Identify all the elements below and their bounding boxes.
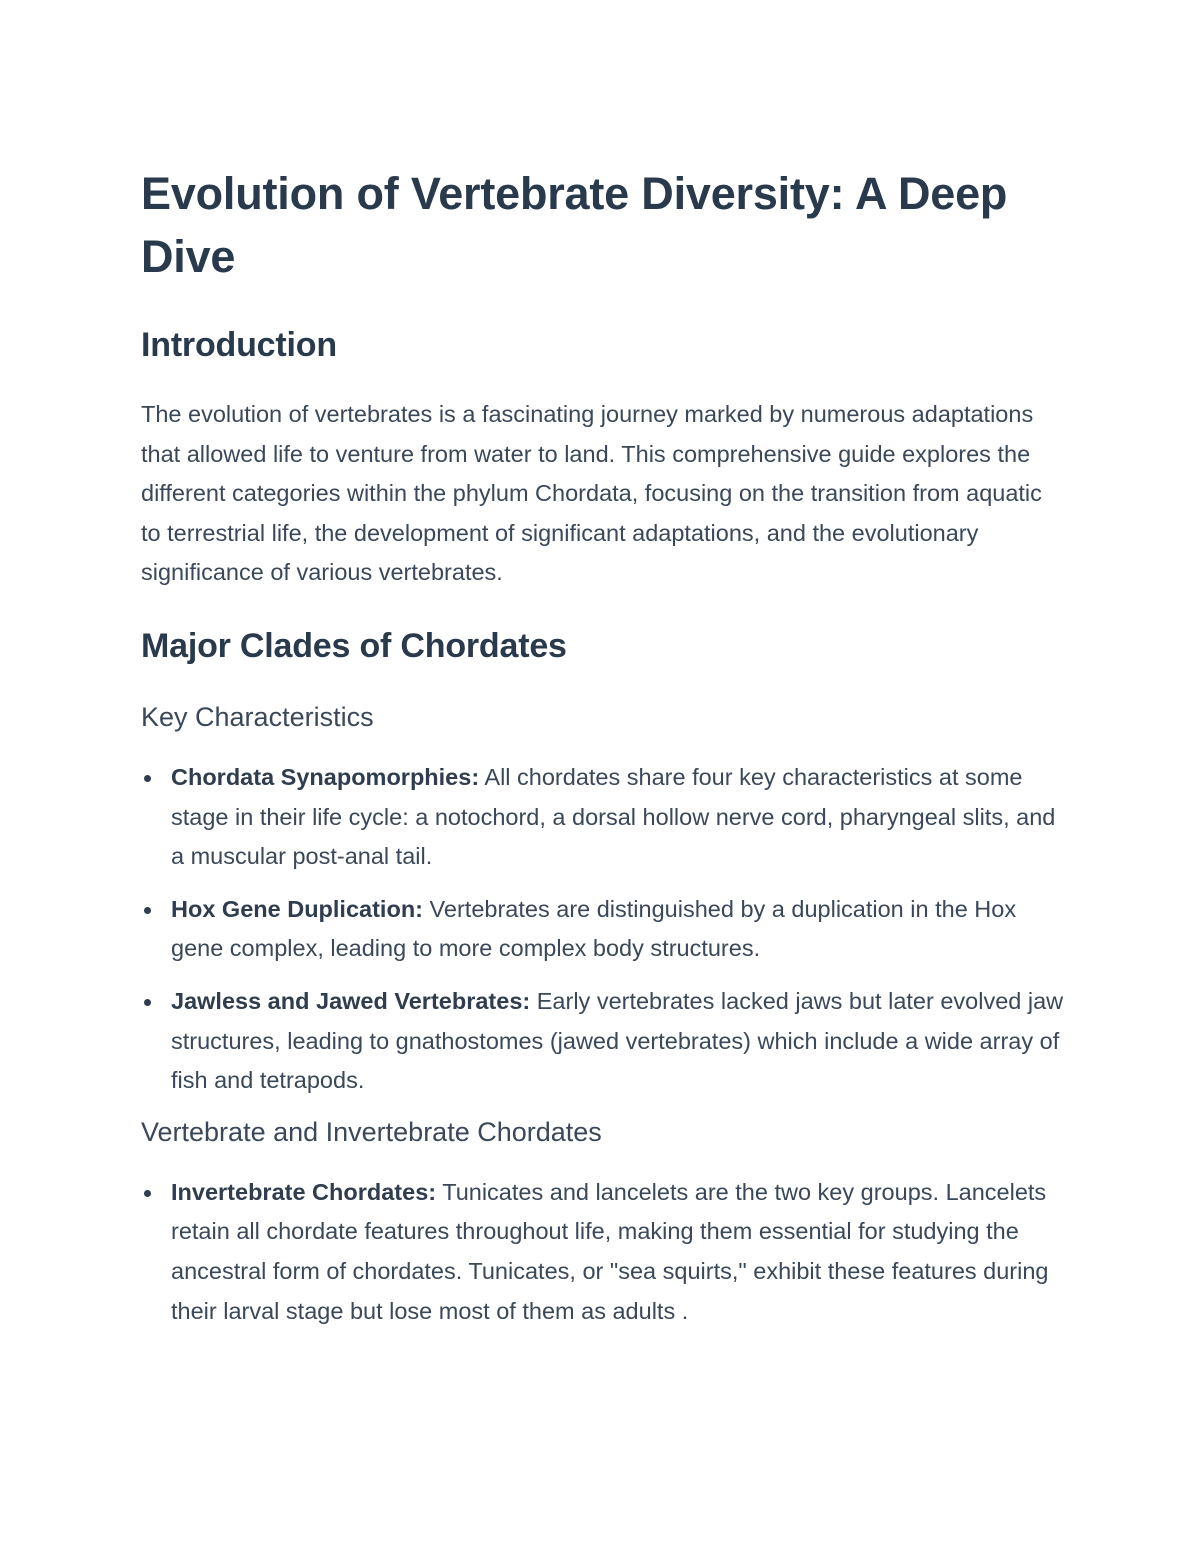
section-heading-introduction: Introduction [141,326,337,364]
list-item [141,890,1066,969]
bullet-icon [144,775,151,782]
introduction-paragraph: The evolution of vertebrates is a fascinating journey marked by numerous adaptations that allowed life to venture from water to land. This comprehensive guide explores the different categories within the phylum Chordata, focusing on the transition from aquatic to terrestrial life, the development of significant adaptations, and the evolutionary significance of various vertebrates. [141,401,1042,586]
section-heading-major-clades: Major Clades of Chordates [141,626,567,665]
list-item-term: Hox Gene Duplication: [171,895,423,922]
list-item-text: All chordates share four key characteristics at some stage in their life cycle: a notochord, a dorsal hollow nerve cord, pharyngeal slits, and a muscular post-anal tail. [171,763,1056,870]
list-item-text: Early vertebrates lacked jaws but later evolved jaw structures, leading to gnathostomes (jawed vertebrates) which include a wide array of fish and tetrapods. [171,987,1064,1094]
list-item [141,1173,1066,1331]
list-item [141,758,1066,877]
document-title: Evolution of Vertebrate Diversity: A Deep Dive [141,168,1008,282]
list-item-term: Chordata Synapomorphies: [171,763,480,790]
list-item-text: Tunicates and lancelets are the two key groups. Lancelets retain all chordate features throughout life, making them essential for studying the ancestral form of chordates. Tunicates, or "sea squirts," exhibit these features during their larval stage but lose most of them as adults . [171,1178,1049,1324]
subsection-heading-key-characteristics: Key Characteristics [141,701,374,732]
vertebrate-invertebrate-list [141,1173,1066,1331]
list-item-text: Vertebrates are distinguished by a duplication in the Hox gene complex, leading to more complex body structures. [171,895,1017,962]
key-characteristics-list [141,758,1066,1101]
list-item-term: Invertebrate Chordates: [171,1178,437,1205]
bullet-icon [144,1190,151,1197]
list-item [141,982,1066,1101]
subsection-heading-vertebrate-invertebrate: Vertebrate and Invertebrate Chordates [141,1116,602,1147]
bullet-icon [144,999,151,1006]
list-item-term: Jawless and Jawed Vertebrates: [171,987,531,1014]
document-page [141,162,1066,1344]
bullet-icon [144,907,151,914]
